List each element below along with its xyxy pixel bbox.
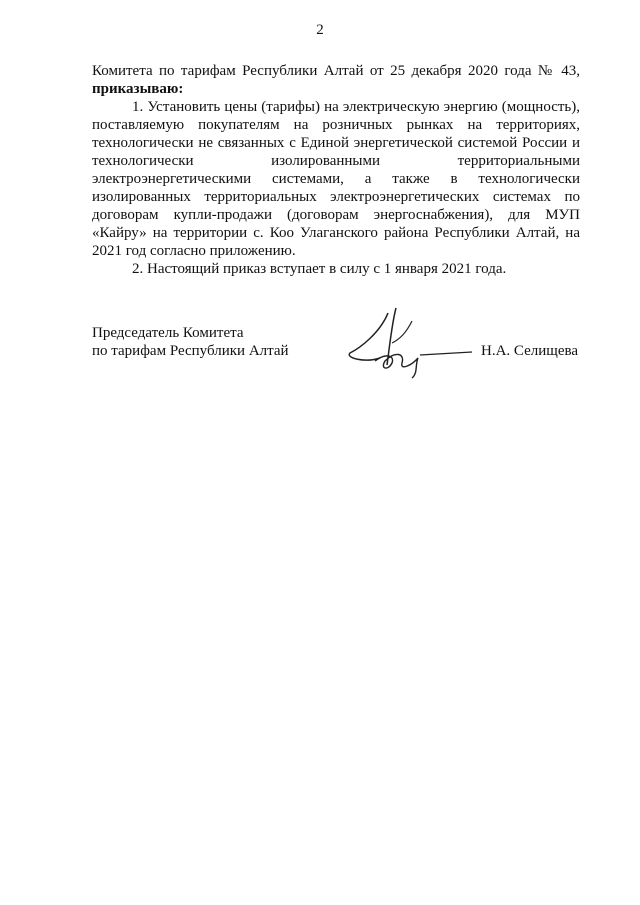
signer-title-line2: по тарифам Республики Алтай bbox=[92, 343, 289, 359]
signer-title bbox=[92, 324, 289, 360]
text-line: договорам купли-продажи (договорам энергоснабжения), для МУП bbox=[92, 207, 580, 223]
signer-name: Н.А. Селищева bbox=[481, 343, 579, 359]
handwritten-signature bbox=[340, 303, 480, 383]
text-line: технологически изолированными территориальными bbox=[92, 153, 580, 169]
page-number: 2 bbox=[316, 22, 324, 38]
order-keyword: приказываю: bbox=[92, 81, 184, 97]
text-line: изолированных территориальных электроэнергетических системах по bbox=[92, 189, 580, 205]
document-body bbox=[92, 62, 580, 278]
text-line: «Кайру» на территории с. Коо Улаганского района Республики Алтай, на bbox=[92, 225, 580, 241]
signer-title-line1: Председатель Комитета bbox=[92, 325, 244, 341]
text-line: 2. Настоящий приказ вступает в силу с 1 января 2021 года. bbox=[132, 261, 507, 277]
text-line: поставляемую покупателям на розничных рынках на территориях, bbox=[92, 117, 580, 133]
text-line: технологически не связанных с Единой энергетической системой России и bbox=[92, 135, 580, 151]
text-line: электроэнергетическими системами, а также в технологически bbox=[92, 171, 580, 187]
text-line: 2021 год согласно приложению. bbox=[92, 243, 296, 259]
text-line: Комитета по тарифам Республики Алтай от 25 декабря 2020 года № 43, bbox=[92, 63, 580, 79]
text-line: 1. Установить цены (тарифы) на электрическую энергию (мощность), bbox=[132, 99, 580, 115]
